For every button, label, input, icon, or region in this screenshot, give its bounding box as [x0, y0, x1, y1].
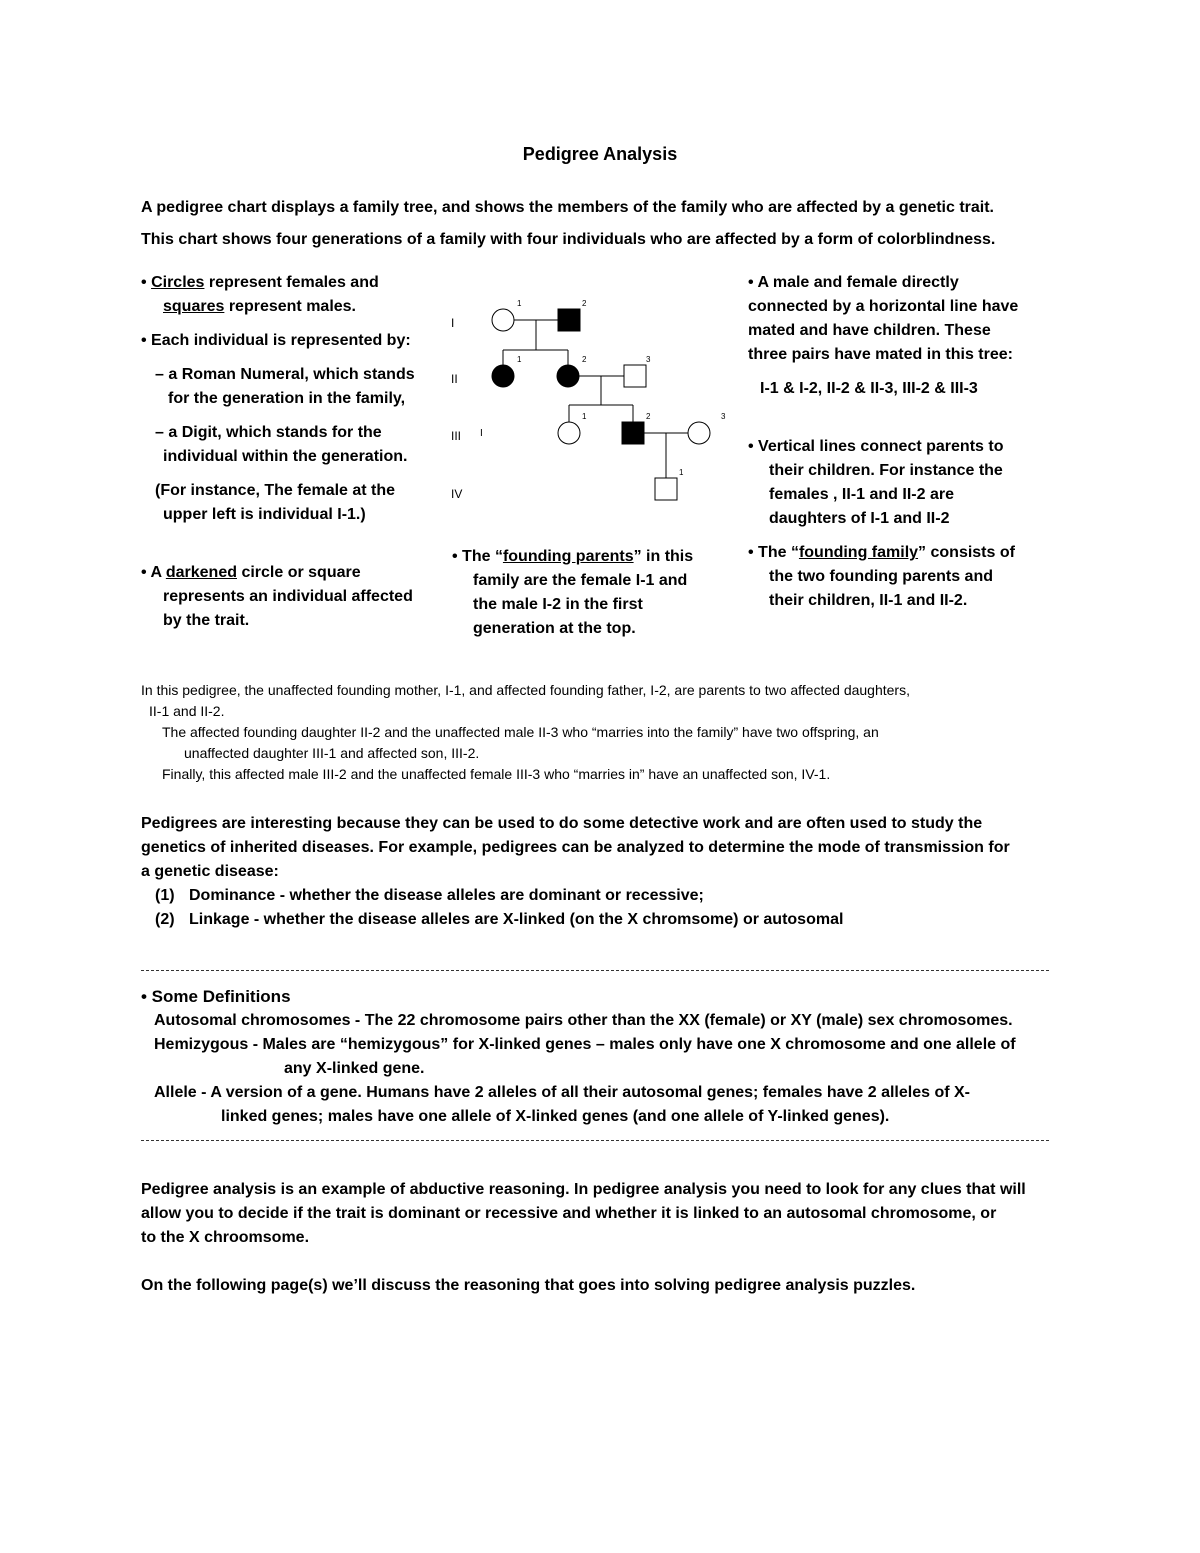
gen-label-ii: II [451, 372, 458, 386]
gen-label-iv: IV [451, 487, 463, 501]
closing-paragraph: Pedigree analysis is an example of abductive reasoning. In pedigree analysis you need to look for any clues that will allow you to decide if the trait is dominant or recessive and whether it is linked to an autosomal chromosome, or to the X chroomsome. On the following page(s) we’ll discuss the reasoning that goes into solving pedigree analysis puzzles. [141, 1178, 1081, 1298]
individual-i-2-male-affected [558, 309, 580, 331]
intro [141, 196, 1101, 252]
bullet-darkened: • A darkened circle or square [141, 564, 361, 581]
divider-top [141, 970, 1049, 971]
stray-mark: I [480, 428, 483, 439]
num-iv-1: 1 [679, 468, 684, 477]
mode-linkage: (2) Linkage - whether the disease alleles are X-linked (on the X chromsome) or autosomal [155, 911, 844, 928]
individual-iv-1-male-unaffected [655, 478, 677, 500]
def-allele: Allele - A version of a gene. Humans have 2 alleles of all their autosomal genes; females have 2 alleles of X- [154, 1084, 970, 1101]
intro-line-2: This chart shows four generations of a family with four individuals who are affected by a form of colorblindness. [141, 231, 996, 248]
bullet-founding-family: • The “founding family” consists of [748, 544, 1015, 561]
individual-ii-3-male-unaffected [624, 365, 646, 387]
def-hemizygous: Hemizygous - Males are “hemizygous” for X-linked genes – males only have one X chromosome and one allele of [154, 1036, 1016, 1053]
definitions: • Some Definitions Autosomal chromosomes - The 22 chromosome pairs other than the XX (female) or XY (male) sex chromosomes. Hemizygous - Males are “hemizygous” for X-linked genes – males only have one X chromosome and one allele of any X-linked gene. Allele - A version of a gene. Humans have 2 alleles of all their autosomal genes; females have 2 alleles of X- linked genes; males have one allele of X-linked genes (and one allele of Y-linked genes). [141, 985, 1081, 1129]
individual-numbers [517, 299, 726, 477]
individual-ii-1-female-affected [492, 365, 514, 387]
bullet-individual: • Each individual is represented by: [141, 332, 411, 349]
pedigree-narrative: In this pedigree, the unaffected founding mother, I-1, and affected founding father, I-2, are parents to two affected daughters, II-1 and II-2. The affected founding daughter II-2 and the unaffected male II-3 who “marries into the family” have two offspring, an unaffected daughter III-1 and affected son, III-2. Finally, this affected male III-2 and the unaffected female III-3 who “marries in” have an unaffected son, IV-1. [141, 682, 910, 782]
transmission-modes-list [141, 884, 1081, 932]
intro-line-1: A pedigree chart displays a family tree, and shows the members of the family who are affected by a genetic trait. [141, 199, 994, 216]
darkened-term: darkened [165, 564, 237, 581]
num-iii-2: 2 [646, 412, 651, 421]
divider-bottom [141, 1140, 1049, 1141]
interest-paragraph: Pedigrees are interesting because they can be used to do some detective work and are often used to study the genetics of inherited diseases. For example, pedigrees can be analyzed to determine the mode of transmission for a genetic disease: (1) Dominance - whether the disease alleles are dominant or recessive; (2) Linkage - whether the disease alleles are X-linked (on the X chromsome) or autosomal [141, 812, 1081, 932]
squares-term: squares [163, 298, 225, 315]
page-title: Pedigree Analysis [522, 144, 678, 164]
founding-family-term: founding family [798, 544, 919, 561]
bullet-circles-squares: • Circles represent females and [141, 274, 379, 291]
individual-iii-3-female-unaffected [688, 422, 710, 444]
individual-ii-2-female-affected [557, 365, 579, 387]
closing-next-page: On the following page(s) we’ll discuss the reasoning that goes into solving pedigree analysis puzzles. [141, 1277, 916, 1294]
num-iii-3: 3 [721, 412, 726, 421]
left-column: • Circles represent females and squares represent males. • Each individual is represented by: – a Roman Numeral, which stands for the generation in the family, – a Digit, which stands for the individual within the generation. (For instance, The female at the upper left is individual I-1.) • A darkened circle or square represents an individual affected by the trait. [141, 271, 441, 633]
individual-i-1-female-unaffected [492, 309, 514, 331]
num-ii-3: 3 [646, 355, 651, 364]
mode-dominance: (1) Dominance - whether the disease alleles are dominant or recessive; [155, 887, 704, 904]
gen-label-iii: III [451, 429, 462, 443]
founding-parents-term: founding parents [502, 548, 634, 565]
num-i-2: 2 [582, 299, 587, 308]
individual-iii-2-male-affected [622, 422, 644, 444]
gen-label-i: I [451, 316, 455, 330]
pedigree-chart [440, 290, 740, 520]
individual-iii-1-female-unaffected [558, 422, 580, 444]
def-autosomal: Autosomal chromosomes - The 22 chromosome pairs other than the XX (female) or XY (male) sex chromosomes. [154, 1012, 1013, 1029]
definitions-heading: • Some Definitions [141, 987, 291, 1006]
circles-term: Circles [151, 274, 205, 291]
mated-pairs: I-1 & I-2, II-2 & II-3, III-2 & III-3 [760, 380, 978, 397]
right-column: • A male and female directly connected by a horizontal line have mated and have children. These three pairs have mated in this tree: I-1 & I-2, II-2 & II-3, III-2 & III-3 • Vertical lines connect parents to their children. For instance the females , II-1 and II-2 are daughters of I-1 and II-2 • The “founding family” consists of the two founding parents and their children, II-1 and II-2. [748, 271, 1068, 613]
pedigree-lines [503, 320, 688, 478]
num-ii-2: 2 [582, 355, 587, 364]
num-iii-1: 1 [582, 412, 587, 421]
founding-parents-note: • The “founding parents” in this family are the female I-1 and the male I-2 in the first generation at the top. [452, 548, 694, 637]
num-i-1: 1 [517, 299, 522, 308]
num-ii-1: 1 [517, 355, 522, 364]
